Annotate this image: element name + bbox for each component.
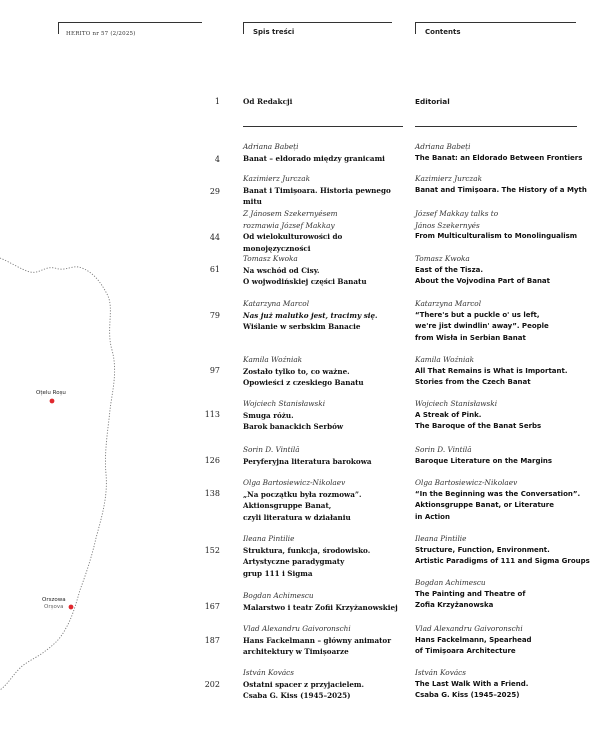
entry-pl: [243, 444, 408, 467]
entry-pl: [243, 590, 408, 613]
author-en: Sorin D. Vintilă: [415, 445, 472, 454]
author-pl: Ileana Pintilie: [243, 534, 295, 543]
author-pl: Bogdan Achimescu: [243, 591, 314, 600]
title-pl-italic: [243, 310, 408, 322]
title-pl: Malarstwo i teatr Zofii Krzyżanowskiej: [243, 602, 398, 612]
author-pl: Katarzyna Marcol: [243, 299, 310, 308]
title-en: “In the Beginning was the Conversation”. Aktionsgruppe Banat, or Literature in Action: [415, 489, 581, 521]
entry-en: [415, 577, 595, 612]
author-pl: Vlad Alexandru Gaivoronschi: [243, 624, 351, 633]
page-number: 152: [204, 546, 220, 555]
author-en: Wojciech Stanisławski: [415, 399, 498, 408]
title-pl: „Na początku była rozmowa”. Aktionsgruppe Banat, czyli literatura w działaniu: [243, 489, 362, 522]
page-number: 79: [209, 311, 220, 320]
entry-en: [415, 477, 595, 523]
author-pl: Z Jánosem Szekernyésem rozmawia József Makkay: [243, 209, 338, 230]
editorial-title-en: Editorial: [415, 97, 450, 106]
author-pl: Kazimierz Jurczak: [243, 174, 311, 183]
author-en: Kazimierz Jurczak: [415, 174, 483, 183]
entry-en: [415, 141, 595, 164]
header-tick-pl: [243, 22, 244, 34]
author-pl: Sorin D. Vintilă: [243, 445, 300, 454]
header-rule-pl: [243, 22, 392, 23]
author-en: Kamila Woźniak: [415, 355, 475, 364]
title-en: Banat and Timișoara. The History of a Myth: [415, 185, 587, 194]
title-pl: Od wielokulturowości do monojęzyczności: [243, 232, 343, 253]
entry-pl: [243, 623, 408, 658]
author-en: József Makkay talks to János Szekernyés: [415, 209, 499, 230]
header-tick-en: [415, 22, 416, 34]
page-number: 187: [204, 636, 220, 645]
entry-en: [415, 354, 595, 389]
title-en: The Banat: an Eldorado Between Frontiers: [415, 153, 583, 162]
author-pl: Adriana Babeți: [243, 142, 299, 151]
entry-en: [415, 173, 595, 196]
title-pl-quote: Nas już malutko jest, tracimy się.: [243, 310, 378, 320]
entry-pl: [243, 141, 408, 164]
author-pl: Wojciech Stanisławski: [243, 399, 326, 408]
title-en: All That Remains is What is Important. Stories from the Czech Banat: [415, 366, 568, 386]
title-pl: Zostało tylko to, co ważne. Opowieści z czeskiego Banatu: [243, 366, 364, 387]
entry-en: [415, 623, 595, 658]
page-number: 167: [204, 602, 220, 611]
title-en: A Streak of Pink. The Baroque of the Banat Serbs: [415, 410, 542, 430]
page-number: 44: [209, 233, 220, 242]
editorial-rule-en: [415, 126, 577, 127]
title-pl: Smuga różu. Barok banackich Serbów: [243, 410, 344, 431]
entry-en: [415, 398, 595, 433]
city-label-otelu-rosu: Oțelu Roșu: [36, 390, 66, 396]
entry-pl: [243, 667, 408, 702]
entry-pl: [243, 533, 408, 579]
entry-en: [415, 253, 595, 288]
city-label-orszowa: Orszowa: [42, 597, 66, 603]
title-en: Structure, Function, Environment. Artistic Paradigms of 111 and Sigma Groups: [415, 545, 590, 565]
page-number: 4: [214, 155, 220, 164]
entry-pl: [243, 253, 408, 288]
page-number: 113: [204, 410, 220, 419]
title-pl: Na wschód od Cisy. O wojwodińskiej części Banatu: [243, 265, 367, 286]
journal-issue: HERITO nr 57 (2/2025): [66, 31, 136, 37]
entry-en: [415, 208, 595, 243]
entry-en: [415, 533, 595, 568]
title-en: Baroque Literature on the Margins: [415, 456, 553, 465]
title-pl: Hans Fackelmann – główny animator architektury w Timișoarze: [243, 635, 392, 656]
author-en: Adriana Babeți: [415, 142, 471, 151]
editorial-rule-pl: [243, 126, 403, 127]
title-pl: Ostatni spacer z przyjacielem. Csaba G. Kiss (1945–2025): [243, 679, 365, 700]
title-pl: Banat – eldorado między granicami: [243, 153, 385, 163]
header-rule-en: [415, 22, 576, 23]
page-number: 29: [209, 187, 220, 196]
editorial-title-pl: Od Redakcji: [243, 97, 293, 106]
author-pl: István Kovács: [243, 668, 295, 677]
author-pl: Tomasz Kwoka: [243, 254, 298, 263]
entry-pl: [243, 298, 408, 333]
page-number: 202: [204, 680, 220, 689]
author-en: István Kovács: [415, 668, 467, 677]
city-dot-otelu-rosu: [50, 399, 55, 404]
title-pl: Wiślanie w serbskim Banacie: [243, 322, 361, 331]
entry-pl: [243, 354, 408, 389]
title-en: The Painting and Theatre of Zofia Krzyżanowska: [415, 589, 526, 609]
author-en: Tomasz Kwoka: [415, 254, 470, 263]
entry-pl: [243, 477, 408, 523]
city-dot-orsova: [69, 605, 74, 610]
entry-pl: [243, 173, 408, 208]
author-en: Ileana Pintilie: [415, 534, 467, 543]
title-pl: Struktura, funkcja, środowisko. Artystyczne paradygmaty grup 111 i Sigma: [243, 545, 371, 578]
page-number: 97: [209, 366, 220, 375]
city-label-orsova: Orșova: [44, 604, 64, 610]
title-pl: Banat i Timișoara. Historia pewnego mitu: [243, 185, 391, 206]
title-en: The Last Walk With a Friend. Csaba G. Kiss (1945–2025): [415, 679, 529, 699]
column-title-en: Contents: [425, 28, 461, 36]
page-number: 126: [204, 456, 220, 465]
title-pl: Peryferyjna literatura barokowa: [243, 456, 372, 466]
entry-en: [415, 444, 595, 467]
author-pl: Kamila Woźniak: [243, 355, 303, 364]
author-en: Bogdan Achimescu: [415, 578, 486, 587]
entry-pl: [243, 398, 408, 433]
page-number: 61: [209, 265, 220, 274]
author-en: Katarzyna Marcol: [415, 299, 482, 308]
entry-en: [415, 298, 595, 344]
author-en: Olga Bartosiewicz-Nikolaev: [415, 478, 518, 487]
entry-en: [415, 667, 595, 702]
title-en: Hans Fackelmann, Spearhead of Timișoara Architecture: [415, 635, 532, 655]
entry-pl: [243, 208, 408, 254]
banat-border-map: [0, 0, 140, 738]
page-number: 138: [204, 489, 220, 498]
title-en: “There's but a puckle o' us left, we're jist dwindlin' away”. People from Wisła in Serbian Banat: [415, 310, 549, 342]
page-number-editorial: 1: [214, 97, 220, 106]
author-en: Vlad Alexandru Gaivoronschi: [415, 624, 523, 633]
author-pl: Olga Bartosiewicz-Nikolaev: [243, 478, 346, 487]
title-en: East of the Tisza. About the Vojvodina Part of Banat: [415, 265, 550, 285]
column-title-pl: Spis treści: [253, 28, 295, 36]
border-dotted-line: [0, 258, 115, 690]
title-en: From Multiculturalism to Monolingualism: [415, 232, 578, 240]
